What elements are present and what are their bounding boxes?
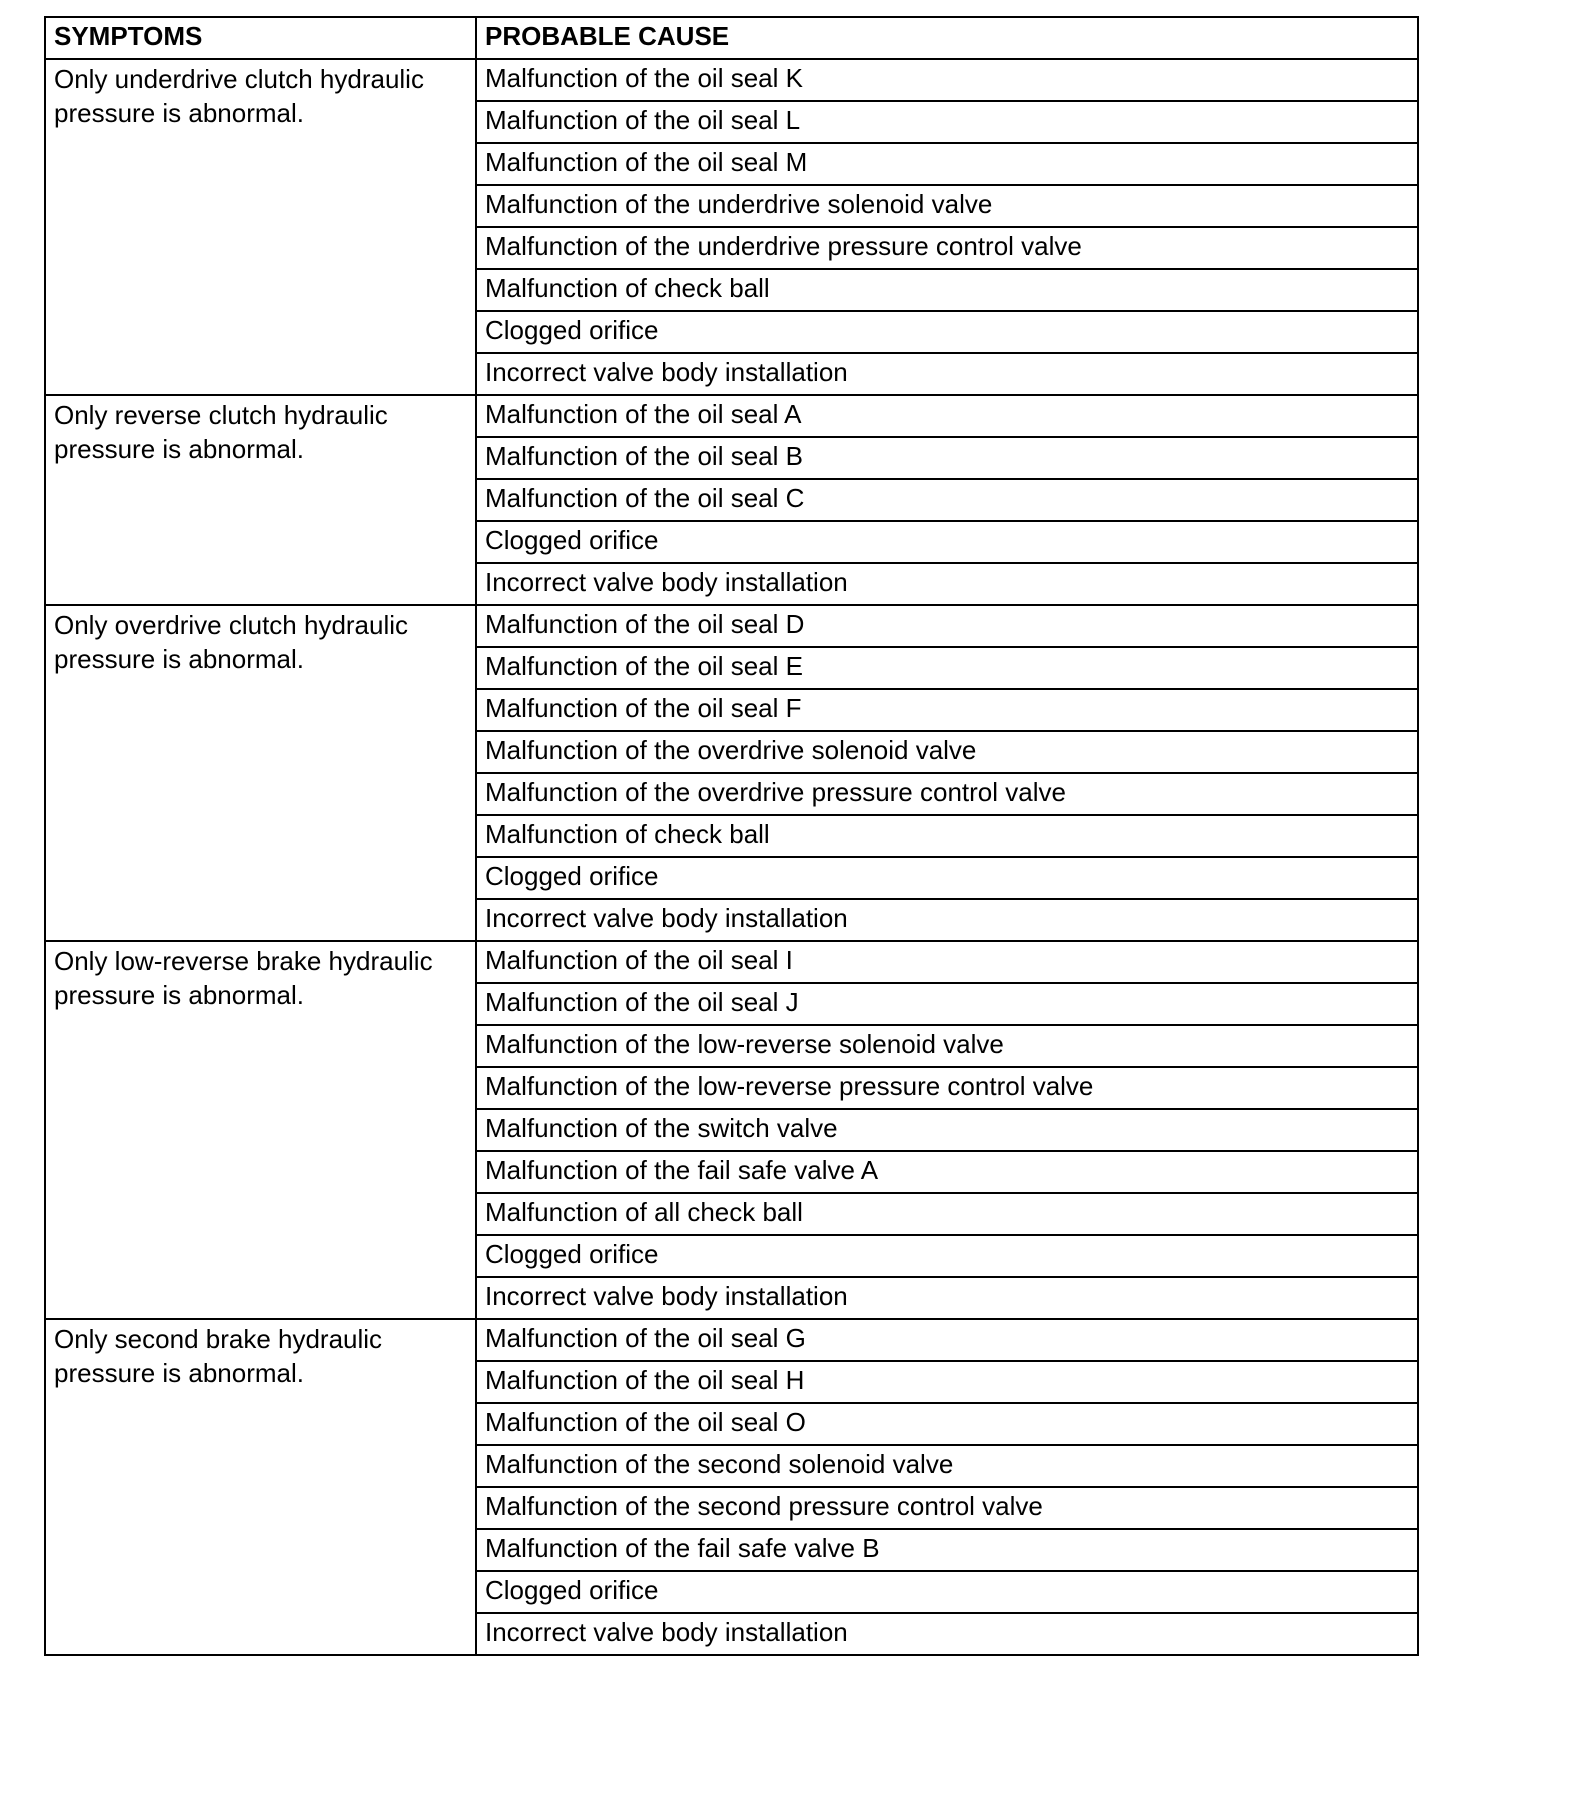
cause-cell: Malfunction of the oil seal L: [476, 101, 1418, 143]
diagnosis-table-container: [44, 16, 1419, 1656]
header-row: [45, 17, 1418, 59]
cause-cell: Malfunction of the oil seal J: [476, 983, 1418, 1025]
cause-cell: Incorrect valve body installation: [476, 353, 1418, 395]
cause-cell: Malfunction of the oil seal K: [476, 59, 1418, 101]
cause-cell: Clogged orifice: [476, 311, 1418, 353]
cause-cell: Malfunction of the underdrive solenoid valve: [476, 185, 1418, 227]
cause-cell: Malfunction of the oil seal E: [476, 647, 1418, 689]
table-row: [45, 1319, 1418, 1361]
cause-cell: Malfunction of the switch valve: [476, 1109, 1418, 1151]
cause-cell: Malfunction of the overdrive solenoid valve: [476, 731, 1418, 773]
cause-cell: Malfunction of the oil seal A: [476, 395, 1418, 437]
cause-cell: Malfunction of the oil seal C: [476, 479, 1418, 521]
cause-cell: Malfunction of the second pressure control valve: [476, 1487, 1418, 1529]
cause-cell: Malfunction of the low-reverse solenoid valve: [476, 1025, 1418, 1067]
symptom-cell: Only low-reverse brake hydraulic pressure is abnormal.: [45, 941, 476, 1319]
cause-cell: Malfunction of the fail safe valve A: [476, 1151, 1418, 1193]
table-row: [45, 941, 1418, 983]
cause-cell: Malfunction of the oil seal I: [476, 941, 1418, 983]
cause-cell: Malfunction of the oil seal G: [476, 1319, 1418, 1361]
cause-cell: Malfunction of the low-reverse pressure control valve: [476, 1067, 1418, 1109]
cause-cell: Clogged orifice: [476, 521, 1418, 563]
symptom-cell: Only reverse clutch hydraulic pressure is abnormal.: [45, 395, 476, 605]
cause-cell: Clogged orifice: [476, 857, 1418, 899]
cause-cell: Incorrect valve body installation: [476, 899, 1418, 941]
cause-cell: Malfunction of the overdrive pressure control valve: [476, 773, 1418, 815]
cause-cell: Incorrect valve body installation: [476, 1277, 1418, 1319]
symptom-cell: Only second brake hydraulic pressure is abnormal.: [45, 1319, 476, 1655]
table-row: [45, 605, 1418, 647]
table-row: [45, 395, 1418, 437]
table-row: [45, 59, 1418, 101]
cause-cell: Malfunction of check ball: [476, 815, 1418, 857]
cause-cell: Malfunction of the fail safe valve B: [476, 1529, 1418, 1571]
cause-cell: Malfunction of the oil seal M: [476, 143, 1418, 185]
diagnosis-table: [44, 16, 1419, 1656]
cause-cell: Malfunction of the oil seal B: [476, 437, 1418, 479]
cause-cell: Incorrect valve body installation: [476, 1613, 1418, 1655]
cause-cell: Malfunction of the oil seal H: [476, 1361, 1418, 1403]
cause-cell: Malfunction of the second solenoid valve: [476, 1445, 1418, 1487]
cause-cell: Malfunction of the oil seal F: [476, 689, 1418, 731]
table-body: [45, 59, 1418, 1655]
cause-cell: Malfunction of all check ball: [476, 1193, 1418, 1235]
cause-cell: Clogged orifice: [476, 1235, 1418, 1277]
symptoms-header: SYMPTOMS: [45, 17, 476, 59]
cause-cell: Malfunction of the oil seal O: [476, 1403, 1418, 1445]
cause-cell: Malfunction of the underdrive pressure control valve: [476, 227, 1418, 269]
cause-cell: Clogged orifice: [476, 1571, 1418, 1613]
table-header: [45, 17, 1418, 59]
symptom-cell: Only underdrive clutch hydraulic pressure is abnormal.: [45, 59, 476, 395]
cause-cell: Malfunction of the oil seal D: [476, 605, 1418, 647]
cause-cell: Incorrect valve body installation: [476, 563, 1418, 605]
probable-cause-header: PROBABLE CAUSE: [476, 17, 1418, 59]
symptom-cell: Only overdrive clutch hydraulic pressure is abnormal.: [45, 605, 476, 941]
cause-cell: Malfunction of check ball: [476, 269, 1418, 311]
